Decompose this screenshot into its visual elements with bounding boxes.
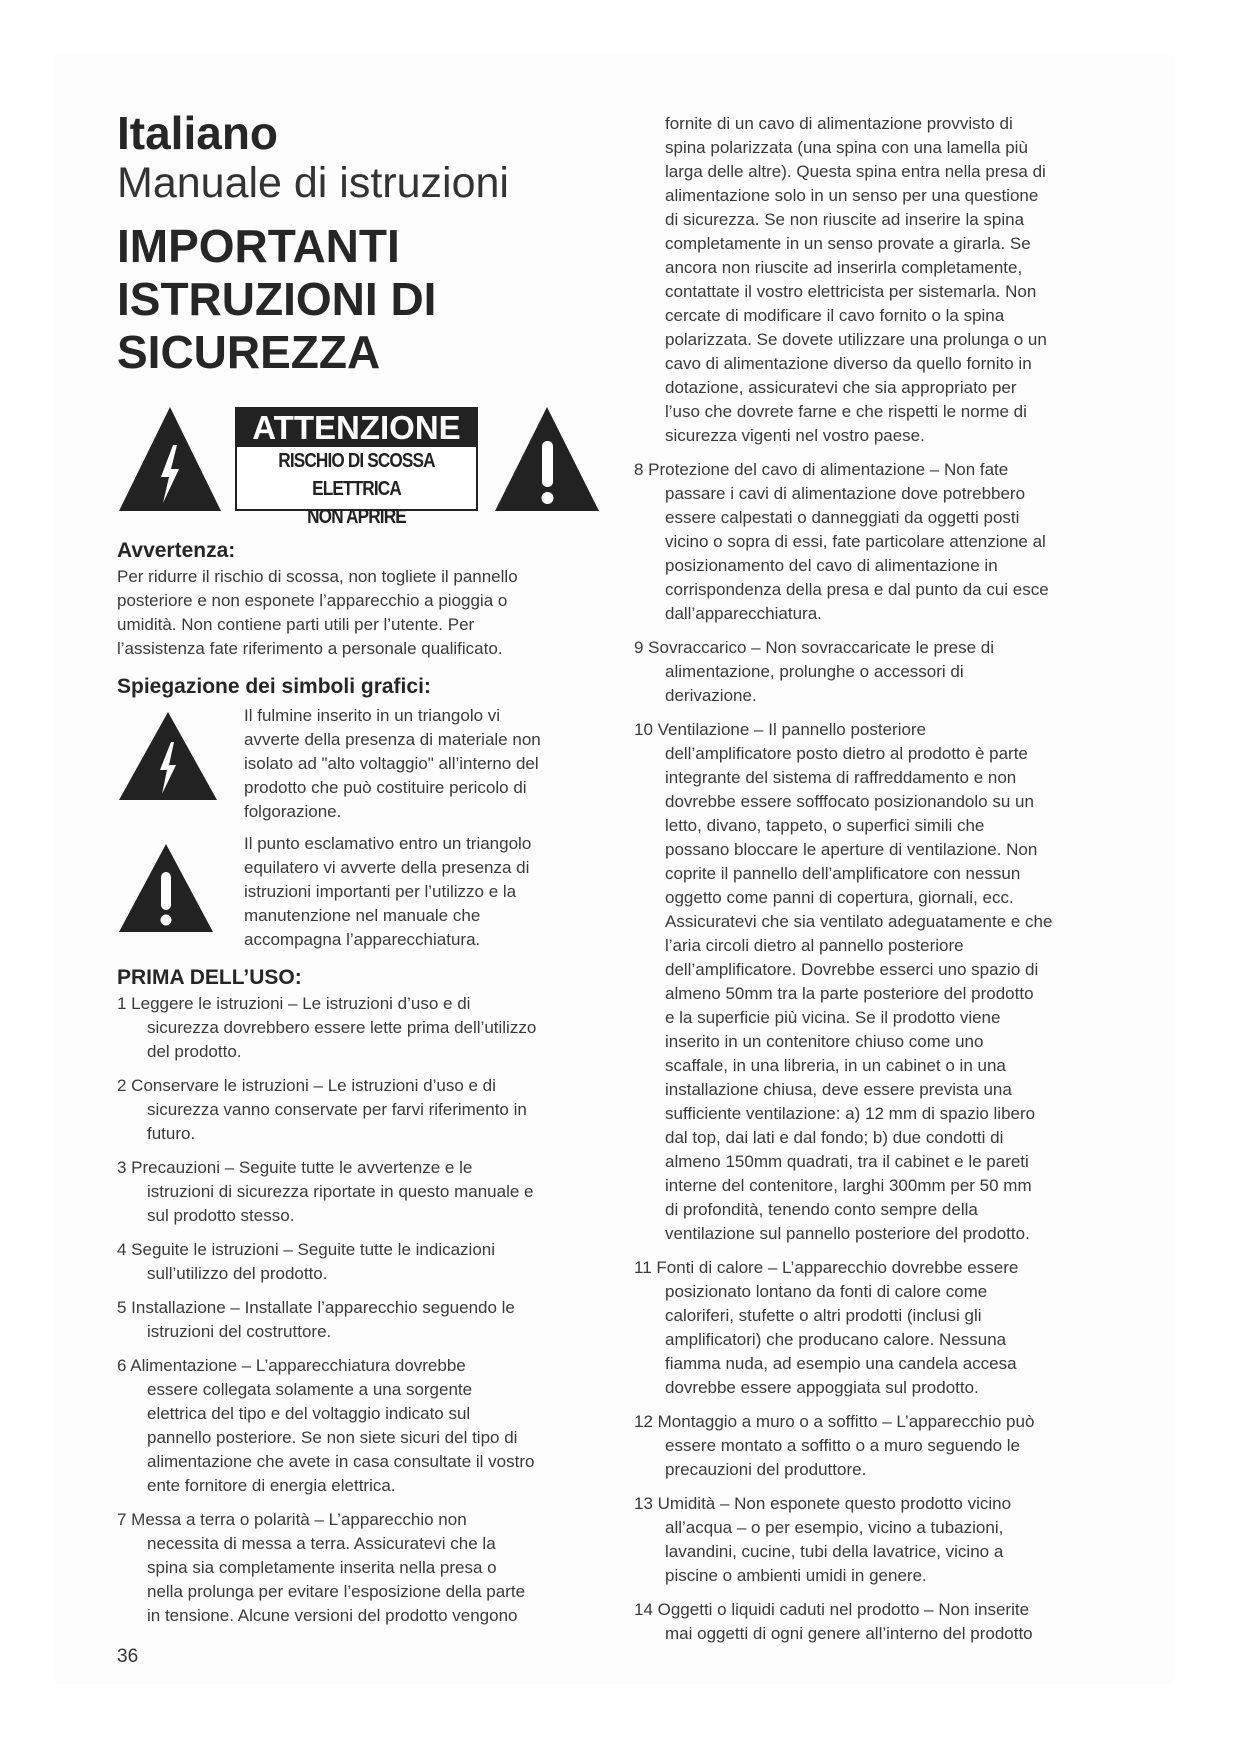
list-item xyxy=(117,1354,617,1498)
list-item-first-line: 1 Leggere le istruzioni – Le istruzioni d’uso e di xyxy=(117,994,471,1013)
left-column xyxy=(117,108,617,1638)
avvertenza-heading: Avvertenza: xyxy=(117,539,236,562)
list-item-line: ventilazione sul pannello posteriore del prodotto. xyxy=(665,1224,1030,1243)
list-item-first-line: 6 Alimentazione – L’apparecchiatura dovrebbe xyxy=(117,1356,466,1375)
manual-title: Manuale di istruzioni xyxy=(117,159,509,207)
list-item xyxy=(117,1074,617,1146)
list-item xyxy=(634,458,1134,626)
instructions-list-left xyxy=(117,992,617,1628)
list-item-line: integrante del sistema di raffreddamento e non xyxy=(665,768,1017,787)
warning-banner xyxy=(117,405,601,528)
list-item xyxy=(117,1156,617,1228)
list-item xyxy=(634,1598,1134,1646)
language-title: Italiano xyxy=(117,107,279,159)
list-item-line: polarizzata. Se dovete utilizzare una prolunga o un xyxy=(665,330,1047,349)
list-item-line: l’aria circoli dietro al pannello posteriore xyxy=(665,936,964,955)
list-item-line: corrispondenza della presa e dal punto da cui esce xyxy=(665,580,1049,599)
page-number: 36 xyxy=(117,1646,139,1667)
list-item xyxy=(634,1410,1134,1482)
list-item-line: sufficiente ventilazione: a) 12 mm di spazio libero xyxy=(665,1104,1036,1123)
list-item-line: alimentazione che avete in casa consultate il vostro xyxy=(147,1452,535,1471)
list-item-first-line: 12 Montaggio a muro o a soffitto – L’apparecchio può xyxy=(634,1412,1035,1431)
list-item-line: precauzioni del produttore. xyxy=(665,1460,867,1479)
list-item-line: cavo di alimentazione diverso da quello fornito in xyxy=(665,354,1032,373)
list-item-line: dal top, dai lati e dal fondo; b) due condotti di xyxy=(665,1128,1004,1147)
list-item-first-line: 3 Precauzioni – Seguite tutte le avvertenze e le xyxy=(117,1158,473,1177)
right-column xyxy=(634,112,1134,1656)
list-item-line: alimentazione, prolunghe o accessori di xyxy=(665,662,964,681)
list-item-first-line: 11 Fonti di calore – L’apparecchio dovrebbe essere xyxy=(634,1258,1019,1277)
list-item-line: letto, divano, tappeto, o superfici simili che xyxy=(665,816,985,835)
list-item-line: fiamma nuda, ad esempio una candela accesa xyxy=(665,1354,1017,1373)
list-item xyxy=(634,112,1134,448)
list-item-line: vicino o sopra di essi, fate particolare attenzione al xyxy=(665,532,1046,551)
attenzione-heading: ATTENZIONE xyxy=(237,409,476,447)
list-item-line: passare i cavi di alimentazione dove potrebbero xyxy=(665,484,1026,503)
list-item xyxy=(634,1256,1134,1400)
list-item xyxy=(634,718,1134,1246)
list-item xyxy=(634,636,1134,708)
list-item-line: istruzioni del costruttore. xyxy=(147,1322,332,1341)
instructions-list-right xyxy=(634,112,1134,1646)
list-item-line: essere montato a soffitto o a muro seguendo le xyxy=(665,1436,1021,1455)
list-item xyxy=(634,1492,1134,1588)
list-item-line: nella prolunga per evitare l’esposizione della parte xyxy=(147,1582,526,1601)
list-item-line: sul prodotto stesso. xyxy=(147,1206,295,1225)
list-item-line: l’uso che dovrete farne e che rispetti le norme di xyxy=(665,402,1027,421)
list-item-line: derivazione. xyxy=(665,686,757,705)
prima-heading: PRIMA DELL’USO: xyxy=(117,966,302,989)
list-item-line: possano bloccare le aperture di ventilazione. Non xyxy=(665,840,1038,859)
list-item-first-line: 10 Ventilazione – Il pannello posteriore xyxy=(634,720,927,739)
list-item-line: installazione chiusa, deve essere prevista una xyxy=(665,1080,1012,1099)
list-item xyxy=(117,1508,617,1628)
list-item-line: sull’utilizzo del prodotto. xyxy=(147,1264,328,1283)
attenzione-line1: RISCHIO DI SCOSSA ELETTRICA xyxy=(278,450,435,500)
list-item-line: alimentazione solo in un senso per una questione xyxy=(665,186,1039,205)
list-item-line: larga delle altre). Questa spina entra nella presa di xyxy=(665,162,1046,181)
list-item-line: essere calpestati o danneggiati da oggetti posti xyxy=(665,508,1020,527)
list-item-line: scaffale, in una libreria, in un cabinet o in una xyxy=(665,1056,1006,1075)
list-item xyxy=(117,1296,617,1344)
list-item-line: inserito in un contenitore chiuso come uno xyxy=(665,1032,984,1051)
list-item-line: pannello posteriore. Se non siete sicuri del tipo di xyxy=(147,1428,518,1447)
exclamation-warning-icon xyxy=(493,405,601,513)
list-item-first-line: 2 Conservare le istruzioni – Le istruzioni d’uso e di xyxy=(117,1076,496,1095)
list-item-first-line: 8 Protezione del cavo di alimentazione – Non fate xyxy=(634,460,1009,479)
list-item-line: mai oggetti di ogni genere all’interno del prodotto xyxy=(665,1624,1033,1643)
list-item-line: e la superficie più vicina. Se il prodotto viene xyxy=(665,1008,1001,1027)
list-item-line: dovrebbe essere sofffocato posizionandolo su un xyxy=(665,792,1034,811)
list-item xyxy=(117,992,617,1064)
list-item-line: dall’apparecchiatura. xyxy=(665,604,822,623)
list-item-line: dell’amplificatore posto dietro al prodotto è parte xyxy=(665,744,1028,763)
list-item-line: lavandini, cucine, tubi della lavatrice, vicino a xyxy=(665,1542,1004,1561)
list-item-first-line: 4 Seguite le istruzioni – Seguite tutte le indicazioni xyxy=(117,1240,496,1259)
list-item-line: sicurezza vigenti nel vostro paese. xyxy=(665,426,925,445)
list-item-first-line: 9 Sovraccarico – Non sovraccaricate le prese di xyxy=(634,638,994,657)
list-item-line: posizionamento del cavo di alimentazione in xyxy=(665,556,998,575)
list-item-line: ancora non riuscite ad inserirla completamente, xyxy=(665,258,1023,277)
list-item-line: almeno 150mm quadrati, tra il cabinet e le pareti xyxy=(665,1152,1029,1171)
list-item-line: contattate il vostro elettricista per sistemarla. Non xyxy=(665,282,1037,301)
list-item xyxy=(117,1238,617,1286)
list-item-line: oggetto come panni di copertura, giornali, ecc. xyxy=(665,888,1014,907)
list-item-first-line: 5 Installazione – Installate l’apparecchio seguendo le xyxy=(117,1298,515,1317)
list-item-line: spina polarizzata (una spina con una lamella più xyxy=(665,138,1028,157)
exclamation-triangle-icon xyxy=(117,842,215,934)
list-item-line: coprite il pannello dell’amplificatore con nessun xyxy=(665,864,1021,883)
attenzione-label xyxy=(235,407,478,528)
exclamation-symbol-text: Il punto esclamativo entro un triangolo equilatero vi avverte della presenza di istruzioni importanti per l’utilizzo e la manutenzione nel manuale che accompagna l’apparecchiatura. xyxy=(244,834,532,949)
list-item-line: sicurezza vanno conservate per farvi riferimento in xyxy=(147,1100,527,1119)
list-item-line: completamente in un senso provate a girarla. Se xyxy=(665,234,1031,253)
list-item-line: Assicuratevi che sia ventilato adeguatamente e che xyxy=(665,912,1053,931)
list-item-line: piscine o ambienti umidi in genere. xyxy=(665,1566,927,1585)
list-item-line: dotazione, assicuratevi che sia appropriato per xyxy=(665,378,1017,397)
list-item-line: posizionato lontano da fonti di calore come xyxy=(665,1282,988,1301)
list-item-line: dovrebbe essere appoggiata sul prodotto. xyxy=(665,1378,979,1397)
list-item-line: interne del contenitore, larghi 300mm per 50 mm xyxy=(665,1176,1032,1195)
safety-title: IMPORTANTI ISTRUZIONI DI SICUREZZA xyxy=(117,220,437,378)
lightning-symbol-text: Il fulmine inserito in un triangolo vi avverte della presenza di materiale non isolato ad "alto voltaggio" all’interno del prodotto che può costituire pericolo di folgorazione. xyxy=(244,706,541,821)
list-item-line: essere collegata solamente a una sorgente xyxy=(147,1380,473,1399)
list-item-first-line: 7 Messa a terra o polarità – L’apparecchio non xyxy=(117,1510,467,1529)
list-item-line: di sicurezza. Se non riuscite ad inserire la spina xyxy=(665,210,1025,229)
list-item-line: amplificatori) che producano calore. Nessuna xyxy=(665,1330,1007,1349)
list-item-line: cercate di modificare il cavo fornito o la spina xyxy=(665,306,1005,325)
list-item-line: del prodotto. xyxy=(147,1042,242,1061)
attenzione-line2: NON APRIRE xyxy=(307,506,406,528)
lightning-warning-icon xyxy=(117,405,223,513)
list-item-line: spina sia completamente inserita nella presa o xyxy=(147,1558,497,1577)
lightning-triangle-icon xyxy=(117,710,219,802)
prima-section xyxy=(117,964,617,1628)
symbols-section xyxy=(117,673,617,952)
list-item-line: di profondità, tenendo conto sempre della xyxy=(665,1200,978,1219)
list-item-line: almeno 50mm tra la parte posteriore del prodotto xyxy=(665,984,1034,1003)
lightning-symbol-row xyxy=(117,704,617,824)
list-item-first-line: 13 Umidità – Non esponete questo prodotto vicino xyxy=(634,1494,1012,1513)
list-item-line: all’acqua – o per esempio, vicino a tubazioni, xyxy=(665,1518,1004,1537)
list-item-line: fornite di un cavo di alimentazione provvisto di xyxy=(665,114,1013,133)
exclamation-symbol-row xyxy=(117,832,617,952)
list-item-line: istruzioni di sicurezza riportate in questo manuale e xyxy=(147,1182,534,1201)
list-item-line: futuro. xyxy=(147,1124,196,1143)
avvertenza-text: Per ridurre il rischio di scossa, non togliete il pannello posteriore e non esponete l’apparecchio a pioggia o umidità. Non contiene parti utili per l’utente. Per l’assistenza fate riferimento a personale qualificato. xyxy=(117,567,518,658)
list-item-line: sicurezza dovrebbero essere lette prima dell’utilizzo xyxy=(147,1018,537,1037)
list-item-first-line: 14 Oggetti o liquidi caduti nel prodotto – Non inserite xyxy=(634,1600,1030,1619)
list-item-line: necessita di messa a terra. Assicuratevi che la xyxy=(147,1534,496,1553)
list-item-line: ente fornitore di energia elettrica. xyxy=(147,1476,396,1495)
list-item-line: caloriferi, stufette o altri prodotti (inclusi gli xyxy=(665,1306,982,1325)
symbols-heading: Spiegazione dei simboli grafici: xyxy=(117,675,431,698)
list-item-line: dell’amplificatore. Dovrebbe esserci uno spazio di xyxy=(665,960,1039,979)
avvertenza-section xyxy=(117,537,617,661)
list-item-line: elettrica del tipo e del voltaggio indicato sul xyxy=(147,1404,471,1423)
list-item-line: in tensione. Alcune versioni del prodotto vengono xyxy=(147,1606,518,1625)
